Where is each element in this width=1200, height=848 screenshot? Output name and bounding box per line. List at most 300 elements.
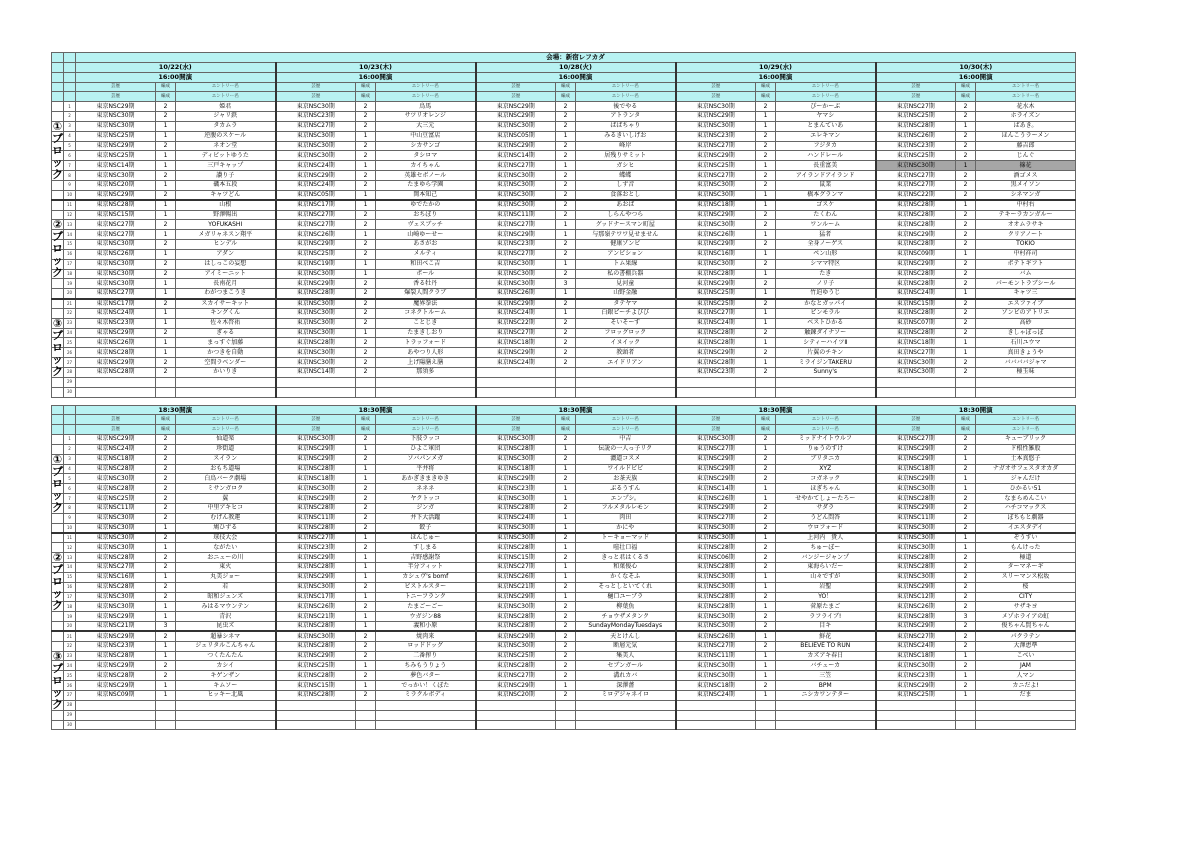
members-cell: 2 bbox=[156, 240, 176, 250]
col-header-members: 編成 bbox=[956, 82, 976, 92]
schedule-table bbox=[51, 52, 1076, 730]
block-cell bbox=[52, 180, 64, 190]
entry-name-cell bbox=[976, 377, 1076, 387]
career-cell: 東京NSC29期 bbox=[676, 240, 756, 250]
entry-name-cell: せやかてしょーたろー bbox=[776, 494, 876, 504]
row-number: 4 bbox=[64, 464, 76, 474]
entry-name-cell: ぱぱちゃり bbox=[576, 121, 676, 131]
row-number: 15 bbox=[64, 240, 76, 250]
entry-name-cell: 焼肉来 bbox=[376, 631, 476, 641]
members-cell bbox=[756, 377, 776, 387]
entry-name-cell: 中里アキヒコ bbox=[176, 503, 276, 513]
entry-name-cell: ワンルーム bbox=[776, 220, 876, 230]
members-cell: 1 bbox=[556, 523, 576, 533]
members-cell: 1 bbox=[156, 338, 176, 348]
entry-name-cell: ミライジンTAKERU bbox=[776, 358, 876, 368]
career-cell: 東京NSC28期 bbox=[476, 503, 556, 513]
members-cell: 2 bbox=[956, 240, 976, 250]
members-cell: 1 bbox=[756, 691, 776, 701]
members-cell: 2 bbox=[356, 210, 376, 220]
career-cell: 東京NSC28期 bbox=[476, 612, 556, 622]
members-cell: 2 bbox=[356, 249, 376, 259]
entry-name-cell: ディビットゆうた bbox=[176, 151, 276, 161]
members-cell: 2 bbox=[556, 671, 576, 681]
entry-name-cell: 土本真悠子 bbox=[976, 454, 1076, 464]
entry-name-cell: フロッグロック bbox=[576, 328, 676, 338]
career-cell: 東京NSC14期 bbox=[76, 161, 156, 171]
entry-name-cell: ジャリ鉄 bbox=[176, 112, 276, 122]
career-cell bbox=[76, 710, 156, 720]
members-cell: 2 bbox=[956, 299, 976, 309]
entry-name-cell: 白銀ピーチよびび bbox=[576, 308, 676, 318]
entry-name-cell: ワイルドビビ bbox=[576, 464, 676, 474]
entry-name-cell: ネネネ bbox=[376, 484, 476, 494]
members-cell: 2 bbox=[356, 503, 376, 513]
career-cell bbox=[476, 377, 556, 387]
members-cell: 2 bbox=[756, 553, 776, 563]
row-number: 13 bbox=[64, 553, 76, 563]
row-number: 24 bbox=[64, 328, 76, 338]
career-cell bbox=[476, 710, 556, 720]
career-cell: 東京NSC29期 bbox=[676, 464, 756, 474]
career-cell: 東京NSC28期 bbox=[476, 622, 556, 632]
members-cell: 2 bbox=[356, 240, 376, 250]
career-cell bbox=[276, 387, 356, 397]
career-cell: 東京NSC29期 bbox=[76, 661, 156, 671]
entry-name-cell: 食落おとし bbox=[576, 190, 676, 200]
col-header-entry: エントリー名 bbox=[176, 415, 276, 425]
entry-name-cell: 餃子 bbox=[376, 523, 476, 533]
members-cell bbox=[556, 377, 576, 387]
career-cell: 東京NSC29期 bbox=[876, 474, 956, 484]
members-cell: 2 bbox=[156, 563, 176, 573]
entry-name-cell: 深澤薔 bbox=[576, 681, 676, 691]
members-cell: 2 bbox=[956, 112, 976, 122]
members-cell: 1 bbox=[956, 671, 976, 681]
col-header-career: 芸歴 bbox=[676, 92, 756, 102]
career-cell: 東京NSC30期 bbox=[276, 328, 356, 338]
corner-cell bbox=[64, 72, 76, 82]
row-number: 17 bbox=[64, 592, 76, 602]
members-cell: 1 bbox=[556, 572, 576, 582]
members-cell: 2 bbox=[756, 563, 776, 573]
members-cell: 2 bbox=[956, 602, 976, 612]
members-cell: 1 bbox=[956, 651, 976, 661]
entry-name-cell: あおば bbox=[576, 200, 676, 210]
row-number: 5 bbox=[64, 141, 76, 151]
entry-name-cell bbox=[176, 700, 276, 710]
members-cell: 1 bbox=[556, 592, 576, 602]
block-label: ② ブ ロ ッ ク bbox=[52, 551, 63, 613]
row-number: 23 bbox=[64, 318, 76, 328]
members-cell: 1 bbox=[756, 308, 776, 318]
members-cell: 2 bbox=[556, 435, 576, 445]
entry-name-cell: ほぎちゃん bbox=[776, 484, 876, 494]
career-cell: 東京NSC06期 bbox=[676, 553, 756, 563]
entry-name-cell: エレキマン bbox=[776, 131, 876, 141]
career-cell: 東京NSC29期 bbox=[876, 259, 956, 269]
entry-name-cell: ラフライブ! bbox=[776, 612, 876, 622]
career-cell: 東京NSC25期 bbox=[676, 161, 756, 171]
members-cell: 2 bbox=[956, 368, 976, 378]
career-cell bbox=[76, 377, 156, 387]
entry-name-cell: 花水木 bbox=[976, 102, 1076, 112]
career-cell: 東京NSC30期 bbox=[276, 484, 356, 494]
members-cell: 2 bbox=[956, 435, 976, 445]
members-cell: 2 bbox=[156, 484, 176, 494]
career-cell: 東京NSC28期 bbox=[476, 444, 556, 454]
career-cell: 東京NSC29期 bbox=[76, 681, 156, 691]
career-cell: 東京NSC29期 bbox=[676, 454, 756, 464]
members-cell: 1 bbox=[156, 180, 176, 190]
corner-cell bbox=[64, 92, 76, 102]
entry-name-cell: バム bbox=[976, 269, 1076, 279]
career-cell: 東京NSC30期 bbox=[76, 513, 156, 523]
members-cell: 1 bbox=[356, 131, 376, 141]
members-cell: 2 bbox=[756, 464, 776, 474]
members-cell bbox=[156, 700, 176, 710]
entry-name-cell: まっすぐ加藤 bbox=[176, 338, 276, 348]
career-cell: 東京NSC27期 bbox=[76, 230, 156, 240]
career-cell: 東京NSC26期 bbox=[876, 602, 956, 612]
members-cell: 2 bbox=[956, 151, 976, 161]
entry-name-cell: かつきを自動 bbox=[176, 348, 276, 358]
members-cell: 2 bbox=[356, 358, 376, 368]
career-cell: 東京NSC28期 bbox=[876, 328, 956, 338]
entry-name-cell: YOFUKASHI bbox=[176, 220, 276, 230]
career-cell: 東京NSC29期 bbox=[676, 348, 756, 358]
entry-name-cell: 上げ陽膳え膳 bbox=[376, 358, 476, 368]
members-cell: 2 bbox=[156, 299, 176, 309]
members-cell bbox=[956, 387, 976, 397]
career-cell: 東京NSC28期 bbox=[876, 612, 956, 622]
entry-name-cell: きっと君はくるさ bbox=[576, 553, 676, 563]
entry-name-cell: 夢色バター bbox=[376, 671, 476, 681]
career-cell: 東京NSC29期 bbox=[76, 435, 156, 445]
career-cell: 東京NSC27期 bbox=[476, 220, 556, 230]
entry-name-cell: TOKIO bbox=[976, 240, 1076, 250]
career-cell: 東京NSC28期 bbox=[876, 494, 956, 504]
career-cell: 東京NSC27期 bbox=[876, 348, 956, 358]
row-number: 8 bbox=[64, 503, 76, 513]
members-cell: 1 bbox=[356, 553, 376, 563]
row-number: 5 bbox=[64, 474, 76, 484]
entry-name-cell: ぶるうすん bbox=[576, 484, 676, 494]
career-cell: 東京NSC28期 bbox=[276, 563, 356, 573]
entry-name-cell: バンジージャンプ bbox=[776, 553, 876, 563]
block-cell bbox=[52, 622, 64, 632]
career-cell: 東京NSC27期 bbox=[76, 563, 156, 573]
members-cell: 1 bbox=[156, 691, 176, 701]
row-number: 20 bbox=[64, 289, 76, 299]
members-cell bbox=[356, 720, 376, 730]
col-header-members: 編成 bbox=[756, 82, 776, 92]
career-cell: 東京NSC11期 bbox=[676, 651, 756, 661]
career-cell: 東京NSC30期 bbox=[476, 641, 556, 651]
career-cell: 東京NSC23期 bbox=[76, 641, 156, 651]
career-cell: 東京NSC30期 bbox=[276, 435, 356, 445]
career-cell: 東京NSC07期 bbox=[876, 318, 956, 328]
members-cell: 2 bbox=[756, 328, 776, 338]
entry-name-cell: ひよこ軍団 bbox=[376, 444, 476, 454]
row-number: 28 bbox=[64, 368, 76, 378]
col-header-entry: エントリー名 bbox=[376, 415, 476, 425]
entry-name-cell: ターマネーギ bbox=[976, 563, 1076, 573]
career-cell: 東京NSC21期 bbox=[476, 582, 556, 592]
entry-name-cell: ぼちもと劇器 bbox=[976, 513, 1076, 523]
career-cell: 東京NSC29期 bbox=[476, 348, 556, 358]
career-cell: 東京NSC30期 bbox=[676, 102, 756, 112]
career-cell: 東京NSC29期 bbox=[876, 454, 956, 464]
entry-name-cell: たまゆら学園 bbox=[376, 180, 476, 190]
career-cell: 東京NSC30期 bbox=[76, 533, 156, 543]
members-cell: 1 bbox=[556, 308, 576, 318]
entry-name-cell: 私の書棚兵器 bbox=[576, 269, 676, 279]
entry-name-cell: イエスタデイ bbox=[976, 523, 1076, 533]
entry-name-cell: 魔界拳法 bbox=[376, 299, 476, 309]
members-cell: 1 bbox=[356, 230, 376, 240]
career-cell: 東京NSC30期 bbox=[476, 494, 556, 504]
career-cell: 東京NSC29期 bbox=[476, 592, 556, 602]
row-number: 13 bbox=[64, 220, 76, 230]
members-cell: 2 bbox=[756, 612, 776, 622]
career-cell: 東京NSC30期 bbox=[476, 190, 556, 200]
members-cell: 2 bbox=[756, 180, 776, 190]
career-cell: 東京NSC27期 bbox=[476, 161, 556, 171]
career-cell bbox=[676, 720, 756, 730]
col-header-entry: エントリー名 bbox=[176, 92, 276, 102]
career-cell: 東京NSC15期 bbox=[476, 553, 556, 563]
entry-name-cell: メガリャネスン翔平 bbox=[176, 230, 276, 240]
entry-name-cell: 空間ラベンダー bbox=[176, 358, 276, 368]
entry-name-cell: ペン山形 bbox=[776, 249, 876, 259]
members-cell: 2 bbox=[956, 563, 976, 573]
career-cell: 東京NSC25期 bbox=[876, 151, 956, 161]
career-cell: 東京NSC28期 bbox=[76, 582, 156, 592]
career-cell: 東京NSC16期 bbox=[76, 572, 156, 582]
career-cell bbox=[276, 720, 356, 730]
career-cell: 東京NSC26期 bbox=[276, 602, 356, 612]
career-cell: 東京NSC18期 bbox=[476, 464, 556, 474]
career-cell: 東京NSC25期 bbox=[876, 691, 956, 701]
entry-name-cell: ミラクルボディ bbox=[376, 691, 476, 701]
career-cell: 東京NSC28期 bbox=[876, 240, 956, 250]
career-cell: 東京NSC16期 bbox=[676, 249, 756, 259]
entry-name-cell: キムソー bbox=[176, 681, 276, 691]
entry-name-cell: ヒッキー北風 bbox=[176, 691, 276, 701]
career-cell: 東京NSC30期 bbox=[676, 622, 756, 632]
col-header-career: 芸歴 bbox=[676, 415, 756, 425]
career-cell: 東京NSC23期 bbox=[276, 543, 356, 553]
members-cell: 2 bbox=[756, 513, 776, 523]
col-header-entry: エントリー名 bbox=[376, 425, 476, 435]
career-cell: 東京NSC30期 bbox=[876, 368, 956, 378]
members-cell: 1 bbox=[156, 681, 176, 691]
members-cell: 2 bbox=[356, 691, 376, 701]
members-cell: 1 bbox=[556, 259, 576, 269]
entry-name-cell: こべい bbox=[976, 651, 1076, 661]
members-cell: 2 bbox=[956, 553, 976, 563]
career-cell bbox=[876, 700, 956, 710]
career-cell: 東京NSC29期 bbox=[76, 141, 156, 151]
career-cell: 東京NSC24期 bbox=[676, 691, 756, 701]
entry-name-cell bbox=[176, 720, 276, 730]
career-cell: 東京NSC30期 bbox=[76, 259, 156, 269]
career-cell: 東京NSC11期 bbox=[276, 513, 356, 523]
members-cell: 1 bbox=[956, 543, 976, 553]
entry-name-cell: 上河内 貴人 bbox=[776, 533, 876, 543]
career-cell: 東京NSC30期 bbox=[76, 269, 156, 279]
members-cell: 2 bbox=[756, 348, 776, 358]
members-cell: 2 bbox=[356, 641, 376, 651]
corner-cell bbox=[64, 82, 76, 92]
entry-name-cell: うどん問答 bbox=[776, 513, 876, 523]
career-cell: 東京NSC29期 bbox=[276, 572, 356, 582]
row-number: 12 bbox=[64, 210, 76, 220]
career-cell: 東京NSC30期 bbox=[276, 269, 356, 279]
corner-cell bbox=[52, 53, 64, 63]
career-cell: 東京NSC29期 bbox=[876, 681, 956, 691]
row-number: 16 bbox=[64, 249, 76, 259]
career-cell: 東京NSC30期 bbox=[476, 454, 556, 464]
entry-name-cell: かにや bbox=[576, 523, 676, 533]
career-cell: 東京NSC23期 bbox=[676, 131, 756, 141]
row-number: 6 bbox=[64, 151, 76, 161]
entry-name-cell: 見河童 bbox=[576, 279, 676, 289]
career-cell bbox=[676, 700, 756, 710]
block-label: ① ブ ロ ッ ク bbox=[52, 119, 63, 181]
career-cell: 東京NSC11期 bbox=[76, 503, 156, 513]
members-cell: 2 bbox=[156, 494, 176, 504]
career-cell: 東京NSC30期 bbox=[276, 308, 356, 318]
career-cell: 東京NSC29期 bbox=[476, 299, 556, 309]
career-cell: 東京NSC27期 bbox=[676, 513, 756, 523]
members-cell: 1 bbox=[756, 338, 776, 348]
block-label: ③ ブ ロ ッ ク bbox=[52, 649, 63, 711]
career-cell: 東京NSC27期 bbox=[476, 249, 556, 259]
row-number: 7 bbox=[64, 494, 76, 504]
members-cell bbox=[356, 700, 376, 710]
members-cell: 2 bbox=[156, 513, 176, 523]
entry-name-cell: キゲンザン bbox=[176, 671, 276, 681]
entry-name-cell: クリアノート bbox=[976, 230, 1076, 240]
members-cell: 2 bbox=[156, 503, 176, 513]
career-cell: 東京NSC28期 bbox=[476, 661, 556, 671]
entry-name-cell: 山崎ゆーせー bbox=[376, 230, 476, 240]
entry-name-cell: 下肢ラッコ bbox=[376, 435, 476, 445]
members-cell: 2 bbox=[356, 543, 376, 553]
career-cell: 東京NSC30期 bbox=[876, 484, 956, 494]
members-cell: 2 bbox=[956, 661, 976, 671]
entry-name-cell: ひかるい51 bbox=[976, 484, 1076, 494]
members-cell: 2 bbox=[156, 631, 176, 641]
career-cell: 東京NSC30期 bbox=[476, 171, 556, 181]
members-cell bbox=[956, 720, 976, 730]
col-header-entry: エントリー名 bbox=[576, 415, 676, 425]
career-cell: 東京NSC29期 bbox=[76, 328, 156, 338]
entry-name-cell: 喧壮口福 bbox=[576, 543, 676, 553]
col-header-members: 編成 bbox=[156, 415, 176, 425]
entry-name-cell: ポール bbox=[376, 269, 476, 279]
row-number: 14 bbox=[64, 230, 76, 240]
entry-name-cell: 鼠業 bbox=[776, 180, 876, 190]
members-cell: 2 bbox=[756, 141, 776, 151]
members-cell: 1 bbox=[756, 631, 776, 641]
row-number: 29 bbox=[64, 377, 76, 387]
row-number: 26 bbox=[64, 681, 76, 691]
career-cell: 東京NSC27期 bbox=[476, 328, 556, 338]
row-number: 17 bbox=[64, 259, 76, 269]
career-cell: 東京NSC28期 bbox=[76, 651, 156, 661]
members-cell: 2 bbox=[756, 220, 776, 230]
session-time: 16:00開演 bbox=[76, 72, 276, 82]
career-cell: 東京NSC30期 bbox=[276, 141, 356, 151]
members-cell: 2 bbox=[156, 220, 176, 230]
entry-name-cell: 昆虫ズ bbox=[176, 622, 276, 632]
row-number: 18 bbox=[64, 602, 76, 612]
entry-name-cell bbox=[976, 387, 1076, 397]
members-cell: 1 bbox=[756, 112, 776, 122]
entry-name-cell: ホライズン bbox=[976, 112, 1076, 122]
career-cell: 東京NSC05期 bbox=[476, 131, 556, 141]
entry-name-cell: ちみもうりょう bbox=[376, 661, 476, 671]
entry-name-cell: バチューカ bbox=[776, 661, 876, 671]
members-cell: 1 bbox=[156, 249, 176, 259]
members-cell: 1 bbox=[556, 444, 576, 454]
members-cell: 2 bbox=[156, 474, 176, 484]
members-cell: 2 bbox=[556, 691, 576, 701]
col-header-career: 芸歴 bbox=[76, 425, 156, 435]
career-cell: 東京NSC27期 bbox=[276, 210, 356, 220]
career-cell: 東京NSC28期 bbox=[276, 691, 356, 701]
members-cell: 2 bbox=[556, 180, 576, 190]
members-cell: 2 bbox=[156, 553, 176, 563]
career-cell: 東京NSC30期 bbox=[76, 523, 156, 533]
row-number: 3 bbox=[64, 121, 76, 131]
career-cell: 東京NSC26期 bbox=[676, 494, 756, 504]
members-cell: 1 bbox=[156, 230, 176, 240]
block-label: ③ ブ ロ ッ ク bbox=[52, 316, 63, 378]
entry-name-cell: コガネック bbox=[776, 474, 876, 484]
members-cell: 1 bbox=[356, 259, 376, 269]
career-cell: 東京NSC30期 bbox=[476, 200, 556, 210]
career-cell: 東京NSC28期 bbox=[676, 328, 756, 338]
career-cell: 東京NSC28期 bbox=[276, 503, 356, 513]
entry-name-cell: カシイ bbox=[176, 661, 276, 671]
career-cell: 東京NSC29期 bbox=[476, 681, 556, 691]
career-cell bbox=[876, 720, 956, 730]
members-cell: 2 bbox=[356, 671, 376, 681]
members-cell: 1 bbox=[356, 464, 376, 474]
corner-cell bbox=[52, 72, 64, 82]
row-number: 30 bbox=[64, 720, 76, 730]
entry-name-cell: そいそーす bbox=[576, 318, 676, 328]
members-cell: 1 bbox=[956, 533, 976, 543]
entry-name-cell: 断層元気 bbox=[576, 641, 676, 651]
members-cell: 2 bbox=[356, 338, 376, 348]
members-cell: 1 bbox=[756, 533, 776, 543]
career-cell: 東京NSC18期 bbox=[276, 474, 356, 484]
career-cell: 東京NSC17期 bbox=[276, 200, 356, 210]
career-cell: 東京NSC28期 bbox=[876, 563, 956, 573]
career-cell: 東京NSC30期 bbox=[676, 582, 756, 592]
members-cell: 2 bbox=[556, 661, 576, 671]
members-cell: 1 bbox=[556, 230, 576, 240]
career-cell: 東京NSC30期 bbox=[476, 435, 556, 445]
entry-name-cell: SundayMondayTuesdays bbox=[576, 622, 676, 632]
career-cell: 東京NSC30期 bbox=[76, 112, 156, 122]
members-cell: 2 bbox=[556, 112, 576, 122]
